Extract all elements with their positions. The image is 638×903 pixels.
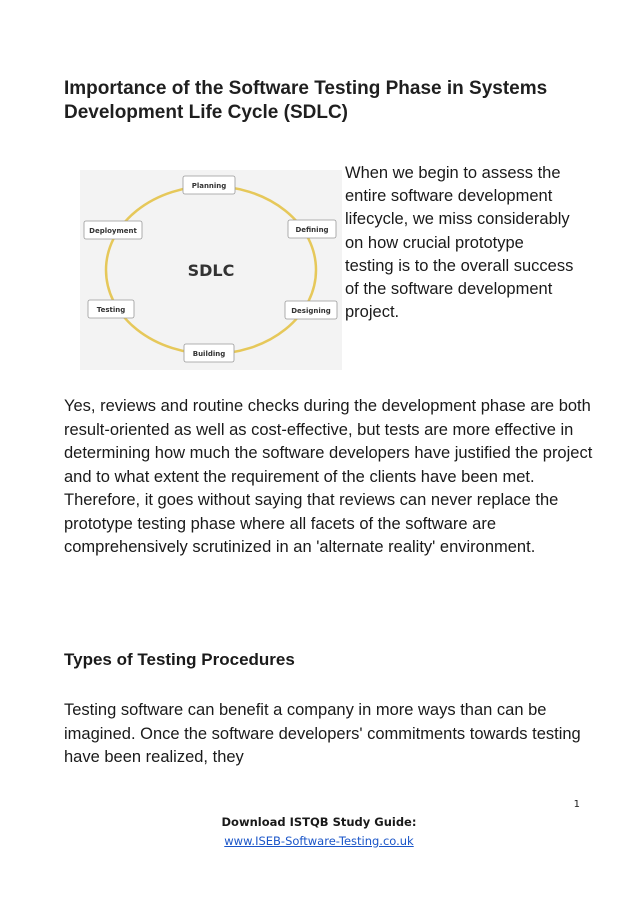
section-heading: Types of Testing Procedures	[64, 650, 295, 669]
page-number: 1	[573, 799, 580, 810]
node-designing	[285, 301, 337, 319]
node-designing-label: Designing	[291, 307, 331, 315]
node-defining	[288, 220, 336, 238]
node-deployment	[84, 221, 142, 239]
intro-paragraph: When we begin to assess the entire software development lifecycle, we miss considerably on how crucial prototype testing is to the overall success of the software development project.	[345, 164, 574, 322]
footer-link[interactable]: www.ISEB-Software-Testing.co.uk	[224, 834, 414, 848]
sdlc-diagram	[80, 170, 342, 370]
body-paragraph-2: Testing software can benefit a company in more ways than can be imagined. Once the software developers' commitments towards testing have been realized, they	[64, 701, 581, 766]
diagram-center-label: SDLC	[187, 261, 235, 280]
node-planning-label: Planning	[191, 182, 227, 190]
node-testing-label: Testing	[96, 306, 126, 314]
node-testing	[88, 300, 134, 318]
node-building-label: Building	[192, 350, 226, 358]
body-paragraph-1: Yes, reviews and routine checks during the development phase are both result-oriented as well as cost-effective, but tests are more effective in determining how much the software developers have justified the project and to what extent the requirement of the clients have been met. Therefore, it goes without saying that reviews can never replace the prototype testing phase where all facets of the software are comprehensively scrutinized in an 'alternate reality' environment.	[64, 397, 593, 556]
footer-title: Download ISTQB Study Guide:	[221, 815, 417, 829]
node-planning	[183, 176, 235, 194]
node-deployment-label: Deployment	[89, 227, 137, 235]
node-defining-label: Defining	[295, 226, 329, 234]
node-building	[184, 344, 234, 362]
page-title: Importance of the Software Testing Phase in Systems Development Life Cycle (SDLC)	[64, 78, 548, 123]
